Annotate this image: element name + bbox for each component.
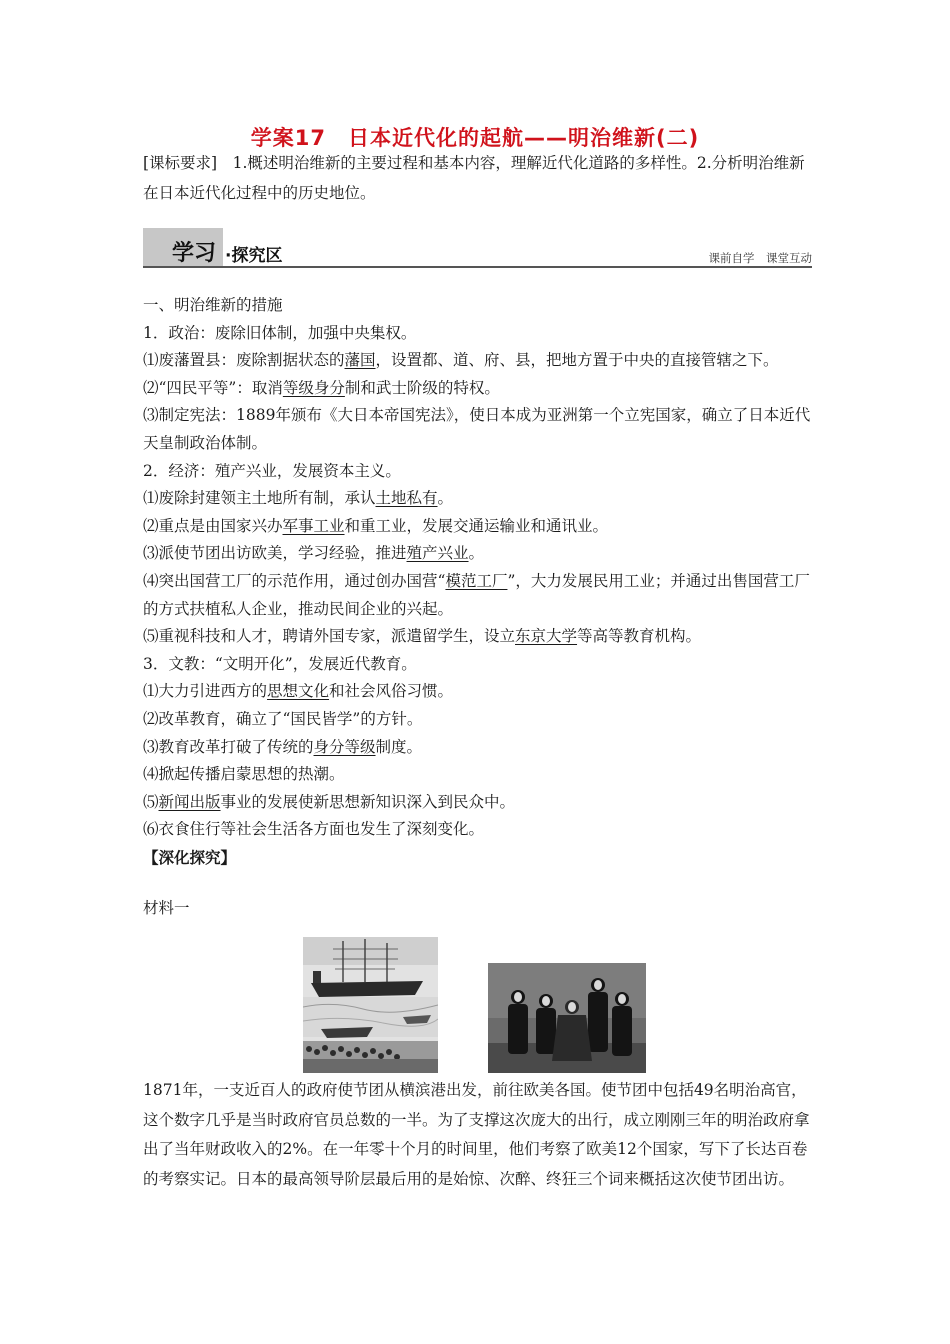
culture-item: ⑶教育改革打破了传统的身分等级制度。 bbox=[143, 737, 423, 756]
culture-item: ⑸新闻出版事业的发展使新思想新知识深入到民众中。 bbox=[143, 792, 516, 811]
section-heading: 一、明治维新的措施 bbox=[143, 296, 283, 314]
envoys-group-photo bbox=[488, 963, 646, 1073]
banner-rule bbox=[143, 266, 812, 268]
main-content bbox=[143, 292, 811, 871]
ship-harbor-illustration bbox=[303, 937, 438, 1073]
material-label: 材料一 bbox=[143, 899, 190, 917]
culture-item: ⑷掀起传播启蒙思想的热潮。 bbox=[143, 765, 345, 784]
section-banner bbox=[143, 228, 812, 268]
underlined-term: 军事工业 bbox=[282, 516, 345, 535]
underlined-term: 藩国 bbox=[344, 351, 376, 370]
banner-zone-label: ·探究区 bbox=[225, 246, 283, 266]
economy-item: ⑸重视科技和人才，聘请外国专家，派遣留学生，设立东京大学等高等教育机构。 bbox=[143, 627, 702, 646]
banner-subtitle: 课前自学 课堂互动 bbox=[708, 251, 812, 265]
underlined-term: 思想文化 bbox=[267, 682, 330, 701]
politics-heading: 1．政治：废除旧体制，加强中央集权。 bbox=[143, 323, 417, 342]
underlined-term: 等级身分 bbox=[282, 378, 345, 397]
economy-item: ⑵重点是由国家兴办军事工业和重工业，发展交通运输业和通讯业。 bbox=[143, 516, 609, 535]
underlined-term: 模范工厂 bbox=[445, 571, 508, 590]
underlined-term: 殖产兴业 bbox=[406, 544, 469, 563]
economy-item: ⑷突出国营工厂的示范作用，通过创办国营“模范工厂”，大力发展民用工业；并通过出售国营工厂的方式扶植私人企业，推动民间企业的兴起。 bbox=[143, 571, 810, 618]
culture-item: ⑴大力引进西方的思想文化和社会风俗习惯。 bbox=[143, 682, 454, 701]
curriculum-requirements: [课标要求] 1.概述明治维新的主要过程和基本内容，理解近代化道路的多样性。2.分析明治维新在日本近代化过程中的历史地位。 bbox=[143, 154, 805, 202]
economy-item: ⑶派使节团出访欧美，学习经验，推进殖产兴业。 bbox=[143, 544, 485, 563]
page-title: 学案17 日本近代化的起航——明治维新(二) bbox=[250, 126, 700, 150]
banner-study-label: 学习 bbox=[172, 241, 217, 266]
underlined-term: 土地私有 bbox=[375, 489, 438, 508]
economy-item: ⑴废除封建领主土地所有制，承认土地私有。 bbox=[143, 489, 454, 508]
underlined-term: 东京大学 bbox=[515, 627, 578, 646]
politics-item: ⑶制定宪法：1889年颁布《大日本帝国宪法》，使日本成为亚洲第一个立宪国家，确立了日本近代天皇制政治体制。 bbox=[143, 406, 811, 452]
underlined-term: 新闻出版 bbox=[158, 792, 221, 811]
politics-item: ⑵“四民平等”：取消等级身分制和武士阶级的特权。 bbox=[143, 378, 500, 397]
politics-item: ⑴废藩置县：废除割据状态的藩国，设置都、道、府、县，把地方置于中央的直接管辖之下。 bbox=[143, 351, 779, 370]
culture-heading: 3．文教：“文明开化”，发展近代教育。 bbox=[143, 654, 417, 673]
material-text: 1871年，一支近百人的政府使节团从横滨港出发，前往欧美各国。使节团中包括49名明治高官，这个数字几乎是当时政府官员总数的一半。为了支撑这次庞大的出行，成立刚刚三年的明治政府拿出了当年财政收入的2%。在一年零十个月的时间里，他们考察了欧美12个国家，写下了长达百卷的考察实记。日本的最高领导阶层最后用的是始惊、次醉、终狂三个词来概括这次使节团出访。 bbox=[143, 1081, 810, 1188]
deepen-heading: 【深化探究】 bbox=[143, 847, 237, 867]
envoys-group-illustration bbox=[488, 963, 646, 1073]
ship-harbor-photo bbox=[303, 937, 438, 1073]
culture-item: ⑵改革教育，确立了“国民皆学”的方针。 bbox=[143, 709, 423, 728]
economy-heading: 2．经济：殖产兴业，发展资本主义。 bbox=[143, 461, 401, 480]
culture-item: ⑹衣食住行等社会生活各方面也发生了深刻变化。 bbox=[143, 820, 485, 839]
underlined-term: 身分等级 bbox=[313, 737, 376, 756]
